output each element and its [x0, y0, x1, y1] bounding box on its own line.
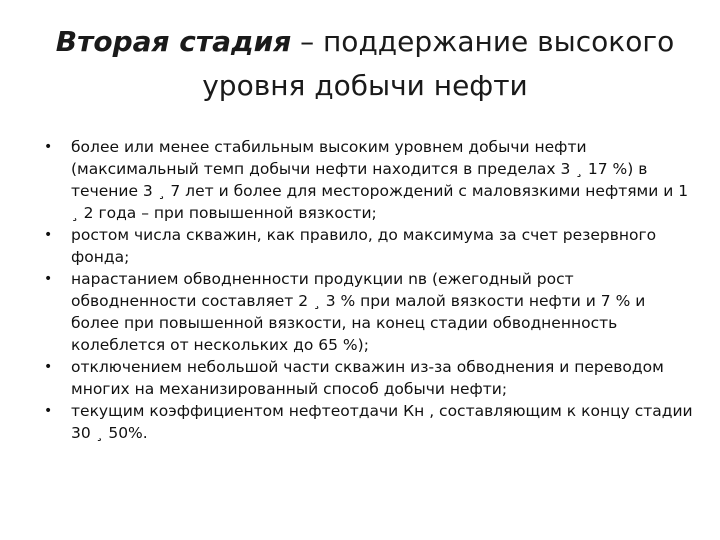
- title-rest: – поддержание высокого уровня добычи нефти: [202, 25, 675, 102]
- bullet-item: [44, 400, 694, 444]
- bullet-dot: •: [44, 227, 53, 243]
- bullet-text: ростом числа скважин, как правило, до максимума за счет резервного фонда;: [71, 226, 657, 266]
- bullet-item: [44, 224, 694, 268]
- bullet-item: [44, 356, 694, 400]
- bullet-text: текущим коэффициентом нефтеотдачи Кн , составляющим к концу стадии 30 ¸ 50%.: [71, 402, 693, 442]
- bullet-dot: •: [44, 403, 53, 419]
- bullet-text: нарастанием обводненности продукции nв (ежегодный рост обводненности составляет 2 ¸ 3 % при малой вязкости нефти и 7 % и более при повышенной вязкости, на конец стадии обводненность колеблется от нескольких до 65 %);: [71, 270, 646, 354]
- bullet-dot: •: [44, 139, 53, 155]
- bullet-item: [44, 136, 694, 224]
- title-emphasis: Вторая стадия: [55, 25, 292, 58]
- bullet-dot: •: [44, 271, 53, 287]
- bullet-item: [44, 268, 694, 356]
- bullet-text: более или менее стабильным высоким уровнем добычи нефти (максимальный темп добычи нефти находится в пределах 3 ¸ 17 %) в течение 3 ¸ 7 лет и более для месторождений с маловязкими нефтями и 1 ¸ 2 года – при повышенной вязкости;: [71, 138, 689, 222]
- bullet-list: [44, 136, 694, 444]
- bullet-text: отключением небольшой части скважин из-за обводнения и переводом многих на механизированный способ добычи нефти;: [71, 358, 664, 398]
- slide-title: [40, 20, 690, 108]
- bullet-dot: •: [44, 359, 53, 375]
